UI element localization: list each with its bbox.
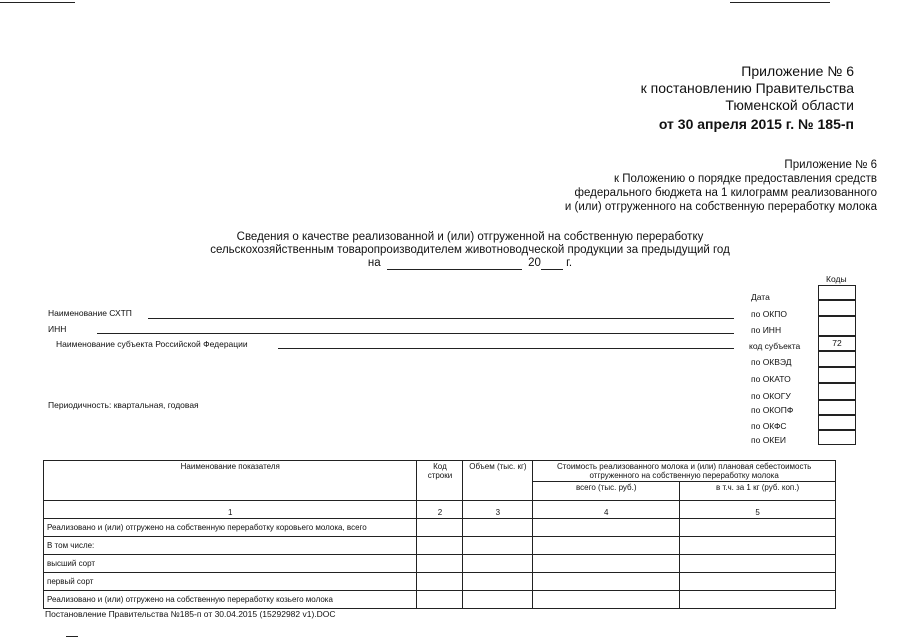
date-blank[interactable]	[387, 258, 522, 270]
col-number-5: 5	[680, 501, 836, 519]
row-label-cow-total: Реализовано и (или) отгружено на собственную переработку коровьего молока, всего	[44, 519, 417, 537]
code-box-okato[interactable]	[818, 367, 856, 383]
col-name-header: Наименование показателя	[44, 461, 417, 501]
col-cost-header: Стоимость реализованного молока и (или) плановая себестоимость отгруженного на собственную переработку молока	[533, 461, 836, 482]
cell[interactable]	[417, 555, 463, 573]
col-volume-header: Объем (тыс. кг)	[463, 461, 533, 501]
cell[interactable]	[463, 573, 533, 591]
title-line2: сельскохозяйственным товаропроизводителем животноводческой продукции за предыдущий год	[210, 244, 730, 256]
cell[interactable]	[533, 537, 680, 555]
code-box-okved[interactable]	[818, 351, 856, 367]
cell[interactable]	[680, 573, 836, 591]
regulation-line1: к Положению о порядке предоставления средств	[613, 173, 877, 185]
footer-doc-ref: Постановление Правительства №185-п от 30.04.2015 (15292982 v1).DOC	[45, 609, 336, 619]
appendix2-title: Приложение № 6	[784, 159, 877, 171]
cell[interactable]	[463, 537, 533, 555]
appendix-title: Приложение № 6	[741, 63, 854, 79]
cell[interactable]	[463, 591, 533, 609]
row-label-including: В том числе:	[44, 537, 417, 555]
code-label-okato: по ОКАТО	[751, 374, 791, 384]
col-number-2: 2	[417, 501, 463, 519]
code-box-okei[interactable]	[818, 430, 856, 445]
code-box-inn[interactable]	[818, 316, 856, 336]
col-per-kg-header: в т.ч. за 1 кг (руб. коп.)	[680, 482, 836, 501]
inn-label: ИНН	[48, 324, 67, 334]
cell[interactable]	[417, 573, 463, 591]
regulation-header	[477, 158, 877, 214]
cell[interactable]	[417, 537, 463, 555]
year-suffix: г.	[566, 257, 573, 269]
code-label-okfs: по ОКФС	[751, 421, 787, 431]
cell[interactable]	[533, 555, 680, 573]
code-label-okei: по ОКЕИ	[751, 435, 787, 445]
code-box-okpo[interactable]	[818, 300, 856, 316]
cell[interactable]	[463, 555, 533, 573]
row-label-top-grade: высший сорт	[44, 555, 417, 573]
code-box-okogu[interactable]	[818, 383, 856, 400]
year-prefix: 20	[528, 257, 541, 269]
col-total-header: всего (тыс. руб.)	[533, 482, 680, 501]
cell[interactable]	[680, 555, 836, 573]
codes-header: Коды	[826, 274, 847, 284]
org-name-line[interactable]	[148, 318, 734, 319]
periodicity-label: Периодичность: квартальная, годовая	[48, 400, 199, 410]
col-number-4: 4	[533, 501, 680, 519]
year-blank[interactable]	[541, 258, 563, 270]
bottom-rule	[66, 636, 78, 637]
regulation-line2: федерального бюджета на 1 килограмм реализованного	[574, 187, 877, 199]
code-box-subject[interactable]	[818, 336, 856, 351]
code-label-okogu: по ОКОГУ	[751, 391, 791, 401]
col-code-header: Код строки	[417, 461, 463, 501]
resolution-date: от 30 апреля 2015 г. № 185-п	[658, 116, 854, 132]
title-date-line	[180, 257, 760, 270]
top-rule-right	[730, 2, 830, 3]
table-row	[44, 591, 836, 609]
row-label-goat: Реализовано и (или) отгружено на собственную переработку козьего молока	[44, 591, 417, 609]
cell[interactable]	[680, 537, 836, 555]
cell[interactable]	[680, 591, 836, 609]
code-label-inn: по ИНН	[751, 325, 782, 335]
cell[interactable]	[463, 519, 533, 537]
code-label-okved: по ОКВЭД	[751, 357, 792, 367]
org-name-label: Наименование СХТП	[48, 308, 132, 318]
resolution-line: к постановлению Правительства	[640, 80, 854, 96]
region-name-line[interactable]	[278, 348, 734, 349]
table-row	[44, 519, 836, 537]
code-label-okopf: по ОКОПФ	[751, 405, 794, 415]
code-box-okopf[interactable]	[818, 400, 856, 415]
row-label-first-grade: первый сорт	[44, 573, 417, 591]
code-label-date: Дата	[751, 292, 770, 302]
region-line: Тюменской области	[725, 97, 854, 113]
cell[interactable]	[533, 591, 680, 609]
cell[interactable]	[533, 573, 680, 591]
form-title	[180, 231, 760, 270]
cell[interactable]	[417, 519, 463, 537]
code-box-okfs[interactable]	[818, 415, 856, 430]
title-line1: Сведения о качестве реализованной и (или) отгруженной на собственную переработку	[236, 231, 704, 243]
code-label-subject: код субъекта	[749, 341, 801, 351]
col-number-1: 1	[44, 501, 417, 519]
cell[interactable]	[533, 519, 680, 537]
regulation-line3: и (или) отгруженного на собственную переработку молока	[564, 201, 877, 213]
subject-code-value: 72	[832, 338, 842, 348]
cell[interactable]	[417, 591, 463, 609]
quality-table	[43, 460, 836, 609]
code-box-date[interactable]	[818, 285, 856, 300]
table-row	[44, 537, 836, 555]
resolution-header	[454, 63, 854, 133]
cell[interactable]	[680, 519, 836, 537]
inn-line[interactable]	[97, 333, 734, 334]
top-rule-left	[0, 2, 75, 3]
code-label-okpo: по ОКПО	[751, 309, 787, 319]
col-number-3: 3	[463, 501, 533, 519]
table-row	[44, 573, 836, 591]
title-on: на	[367, 257, 381, 269]
region-name-label: Наименование субъекта Российской Федерации	[56, 339, 248, 349]
table-row	[44, 555, 836, 573]
